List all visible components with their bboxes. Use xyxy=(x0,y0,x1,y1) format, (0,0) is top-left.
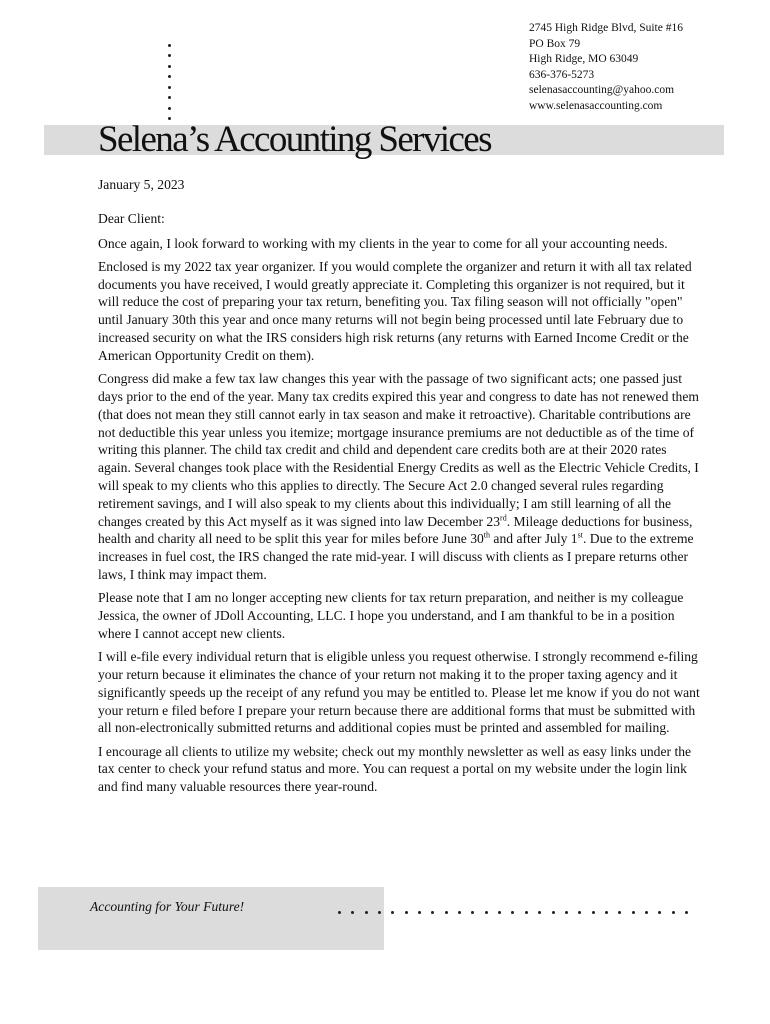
paragraph-organizer: Enclosed is my 2022 tax year organizer. If you would complete the organizer and return it with all tax related documents you have received, I would greatly appreciate it. Completing this organizer is not required, but it will reduce the cost of preparing your tax return, benefiting you. Tax filing season will not officially "open" until January 30th this year and once many returns will not begin being processed until late February due to increased security on what the IRS considers high risk returns (any returns with Earned Income Credit or the American Opportunity Credit on them). xyxy=(98,258,692,363)
paragraph-tax-law-changes: Congress did make a few tax law changes this year with the passage of two significant acts; one passed just days prior to the end of the year. Many tax credits expired this year and congress to date has not renewed them (that does not mean they still cannot early in tax season and make it retroactive). Charitable contributions are not deductible this year unless you itemize; mortgage insurance premiums are not deductible as of the time of writing this planner. The child tax credit and child and dependent care credits both are at their 2020 rates again. Several changes took place with the Residential Energy Credits as well as the Electric Vehicle Credits, I will speak to my clients who this applies to directly. The Secure Act 2.0 changed several rules regarding retirement savings, and I will also speak to my clients about this individually; I am still learning of all the changes created by this Act myself as it was signed into law December 23rd. Mileage deductions for business, health and charity all need to be split this year for miles before June 30th and after July 1st. Due to the extreme increases in fuel cost, the IRS changed the rate mid-year. I will discuss with clients as I prepare returns other laws, I think may impact them. xyxy=(98,371,699,582)
address-po-box: PO Box 79 xyxy=(529,37,581,50)
letter-body xyxy=(98,176,702,802)
letterhead-address xyxy=(529,21,683,115)
paragraph-intro: Once again, I look forward to working with my clients in the year to come for all your accounting needs. xyxy=(98,235,668,251)
address-website: www.selenasaccounting.com xyxy=(529,99,663,112)
paragraph-efile: I will e-file every individual return that is eligible unless you request otherwise. I strongly recommend e-filing your return because it eliminates the chance of your return not making it to the proper taxing agency and it significantly speeds up the receipt of any refund you may be entitled to. Please let me know if you do not want your return e filed before I prepare your return because there are additional forms that must be submitted with all non-electronically submitted returns and additional copies must be printed and assembled for mailing. xyxy=(98,649,700,736)
letter-date: January 5, 2023 xyxy=(98,177,185,192)
address-email: selenasaccounting@yahoo.com xyxy=(529,84,675,97)
address-phone: 636-376-5273 xyxy=(529,68,595,81)
letter-greeting: Dear Client: xyxy=(98,210,165,226)
footer-tagline: Accounting for Your Future! xyxy=(90,899,245,914)
paragraph-new-clients: Please note that I am no longer accepting new clients for tax return preparation, and neither is my colleague Jessica, the owner of JDoll Accounting, LLC. I hope you understand, and I am thankful to be in a position where I cannot accept new clients. xyxy=(98,590,684,641)
horizontal-dotted-rule xyxy=(338,909,688,915)
vertical-dotted-rule xyxy=(166,44,172,120)
footer-band xyxy=(38,887,384,950)
company-title: Selena’s Accounting Services xyxy=(98,119,491,160)
paragraph-website: I encourage all clients to utilize my website; check out my monthly newsletter as well as easy links under the tax center to check your refund status and more. You can request a portal on my website under the login link and find many valuable resources there year-round. xyxy=(98,743,692,795)
address-city: High Ridge, MO 63049 xyxy=(529,53,639,66)
address-street: 2745 High Ridge Blvd, Suite #16 xyxy=(529,22,683,34)
